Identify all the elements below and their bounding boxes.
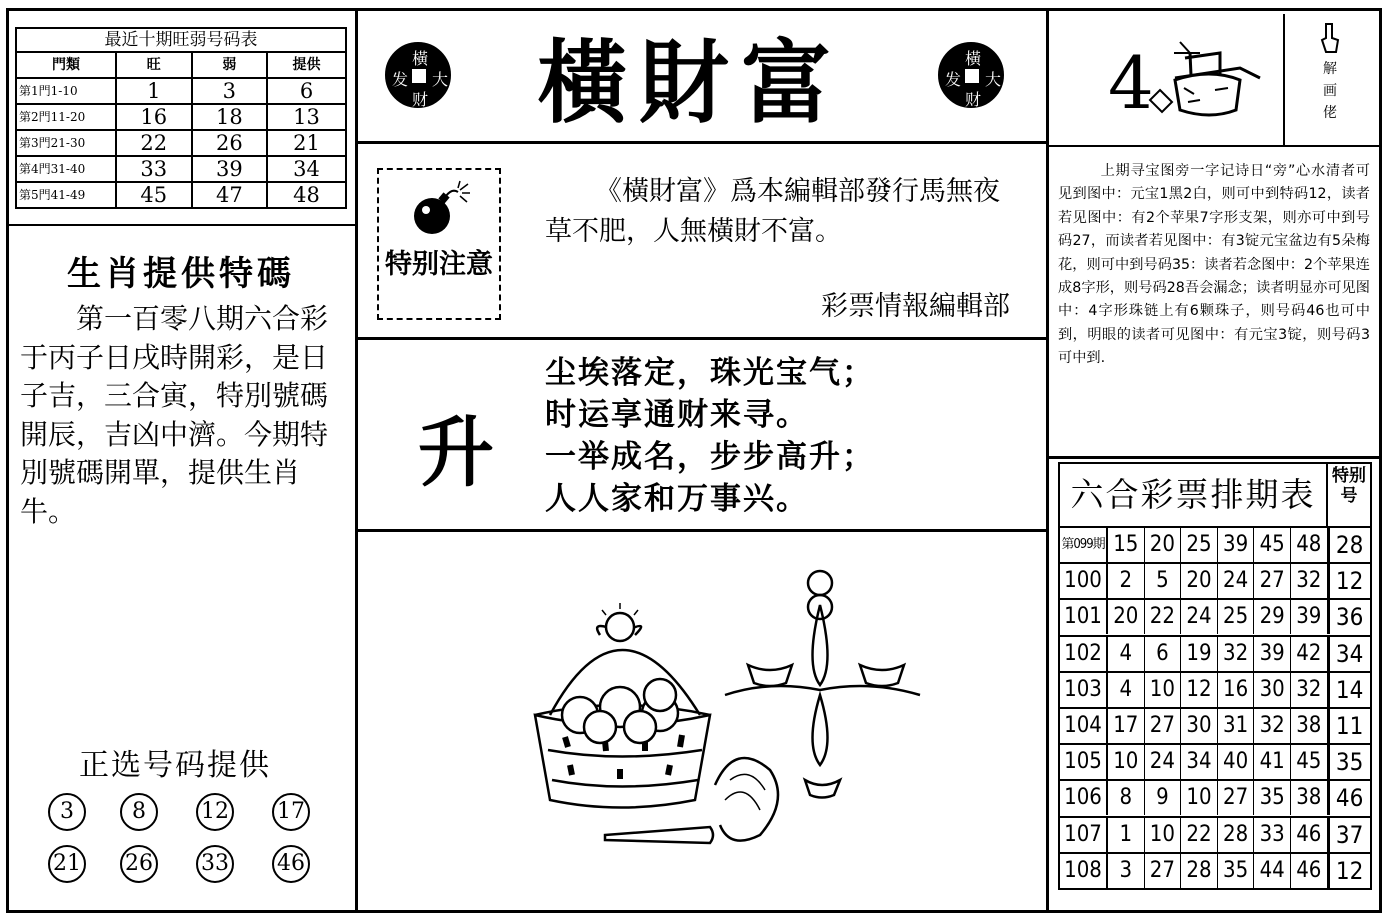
row-label: 第5門41-49 — [16, 182, 116, 208]
table-row — [1060, 818, 1370, 854]
table-cell: 13 — [267, 104, 346, 130]
table-cell: 3 — [192, 78, 268, 104]
coin-char: 财 — [965, 90, 982, 109]
col-header: 旺 — [116, 52, 192, 78]
number-cell: 27 — [1218, 781, 1255, 815]
table-cell: 39 — [192, 156, 268, 182]
number-cell: 24 — [1181, 600, 1218, 634]
table-caption: 最近十期旺弱号码表 — [16, 28, 346, 52]
special-cell: 14 — [1328, 673, 1370, 707]
table-row — [1060, 637, 1370, 673]
notice-box — [377, 168, 501, 320]
number-cell: 35 — [1254, 781, 1291, 815]
picks-title: 正选号码提供 — [79, 748, 271, 783]
table-row — [1060, 854, 1370, 890]
number-cell: 28 — [1181, 854, 1218, 888]
col-header: 弱 — [192, 52, 268, 78]
special-cell: 46 — [1328, 781, 1370, 815]
number-cell: 8 — [1108, 781, 1145, 815]
poem — [545, 352, 1025, 520]
period-cell: 103 — [1060, 673, 1108, 707]
coin-char: 橫 — [965, 49, 982, 68]
number-cell: 46 — [1291, 854, 1328, 888]
masthead-title: 橫財富 — [537, 30, 843, 136]
table-cell: 6 — [267, 78, 346, 104]
number-cell: 4 — [1108, 673, 1145, 707]
coin-char: 财 — [412, 90, 429, 109]
zodiac-body: 第一百零八期六合彩于丙子日戌時開彩，是日子吉，三合寅，特別號碼開辰，吉凶中濟。今期特別號碼開單，提供生肖牛。 — [20, 302, 329, 528]
side-char: 解 — [1323, 61, 1337, 77]
special-cell: 28 — [1328, 528, 1370, 562]
divider-poem — [358, 529, 1046, 532]
col-header: 提供 — [267, 52, 346, 78]
schedule-title: 六合彩票排期表 — [1060, 464, 1328, 528]
number-cell: 10 — [1145, 818, 1182, 852]
number-cell: 29 — [1254, 600, 1291, 634]
number-cell: 5 — [1145, 564, 1182, 598]
number-cell: 32 — [1291, 564, 1328, 598]
table-row — [16, 156, 346, 182]
period-cell: 105 — [1060, 745, 1108, 779]
number-cell: 28 — [1218, 818, 1255, 852]
schedule-table — [1058, 462, 1372, 890]
row-label: 第3門21-30 — [16, 130, 116, 156]
number-cell: 34 — [1181, 745, 1218, 779]
bomb-icon — [404, 180, 474, 240]
notice-text — [545, 172, 1023, 252]
special-cell: 12 — [1328, 564, 1370, 598]
side-char: 佬 — [1323, 105, 1337, 121]
number-cell: 24 — [1218, 564, 1255, 598]
side-char: 画 — [1323, 83, 1337, 99]
divider-left — [355, 10, 358, 910]
table-cell: 26 — [192, 130, 268, 156]
zodiac-title: 生肖提供特碼 — [67, 254, 295, 294]
poem-big-char: 升 — [418, 408, 494, 497]
number-cell: 40 — [1218, 745, 1255, 779]
pick-ball: 21 — [48, 845, 86, 883]
number-cell: 24 — [1145, 745, 1182, 779]
table-row — [1060, 709, 1370, 745]
special-cell: 37 — [1328, 818, 1370, 852]
coin-char: 橫 — [412, 49, 429, 68]
pick-ball: 46 — [272, 845, 310, 883]
table-cell: 45 — [116, 182, 192, 208]
number-cell: 15 — [1108, 528, 1145, 562]
number-cell: 41 — [1254, 745, 1291, 779]
row-label: 第4門31-40 — [16, 156, 116, 182]
number-cell: 27 — [1145, 854, 1182, 888]
pick-ball: 3 — [48, 793, 86, 831]
number-cell: 2 — [1108, 564, 1145, 598]
riddle-illustration — [1100, 28, 1270, 138]
number-cell: 39 — [1291, 600, 1328, 634]
notice-text-body: 《橫財富》爲本編輯部發行馬無夜草不肥，人無橫財不富。 — [545, 176, 1000, 247]
table-row — [16, 182, 346, 208]
table-cell: 1 — [116, 78, 192, 104]
period-cell: 102 — [1060, 637, 1108, 671]
pick-ball: 8 — [120, 793, 158, 831]
table-row — [1060, 745, 1370, 781]
pick-ball: 26 — [120, 845, 158, 883]
table-row — [16, 130, 346, 156]
number-cell: 19 — [1181, 637, 1218, 671]
period-cell: 106 — [1060, 781, 1108, 815]
coin-icon-right — [938, 42, 1004, 108]
pick-ball: 33 — [196, 845, 234, 883]
number-cell: 20 — [1181, 564, 1218, 598]
table-cell: 34 — [267, 156, 346, 182]
coin-char: 发 — [945, 70, 962, 89]
number-cell: 22 — [1145, 600, 1182, 634]
coin-icon-left — [385, 42, 451, 108]
number-cell: 48 — [1291, 528, 1328, 562]
period-cell: 108 — [1060, 854, 1108, 888]
col-header: 門類 — [16, 52, 116, 78]
number-cell: 32 — [1218, 637, 1255, 671]
number-cell: 25 — [1218, 600, 1255, 634]
number-cell: 30 — [1254, 673, 1291, 707]
number-cell: 6 — [1145, 637, 1182, 671]
table-row — [1060, 673, 1370, 709]
number-cell: 30 — [1181, 709, 1218, 743]
table-row — [16, 78, 346, 104]
divider-mast — [358, 141, 1046, 144]
number-cell: 16 — [1218, 673, 1255, 707]
number-cell: 27 — [1254, 564, 1291, 598]
poem-line: 尘埃落定，珠光宝气； — [545, 355, 875, 391]
riddle-side-label — [1318, 61, 1342, 124]
table-cell: 33 — [116, 156, 192, 182]
number-cell: 10 — [1181, 781, 1218, 815]
number-cell: 39 — [1254, 637, 1291, 671]
coin-char: 发 — [392, 70, 409, 89]
notice-signature: 彩票情報編輯部 — [821, 291, 1010, 322]
table-row — [16, 104, 346, 130]
table-row — [1060, 564, 1370, 600]
coin-char: 大 — [985, 70, 1002, 89]
number-cell: 9 — [1145, 781, 1182, 815]
table-cell: 22 — [116, 130, 192, 156]
number-cell: 25 — [1181, 528, 1218, 562]
number-cell: 12 — [1181, 673, 1218, 707]
period-cell: 104 — [1060, 709, 1108, 743]
riddle-text: 上期寻宝图旁一字记诗日“旁”心水清者可见到图中：元宝1黑2白，则可中到特码12，读者若见图中：有2个苹果7字形支架，则亦可中到号码27，而读者若见图中：有3锭元宝盆边有5朵梅花，则可中到号码35：读者若念图中：2个苹果连成8字形，则号码28吾会漏念；读者明显亦可见图中：4字形珠链上有6颗珠子，则号码46也可中到，明眼的读者可见图中：有元宝3锭，则号码3可中到. — [1058, 163, 1370, 367]
number-cell: 32 — [1291, 673, 1328, 707]
number-cell: 22 — [1181, 818, 1218, 852]
table-cell: 48 — [267, 182, 346, 208]
number-cell: 38 — [1291, 781, 1328, 815]
table-row — [1060, 600, 1370, 636]
table-cell: 18 — [192, 104, 268, 130]
divider-riddle — [1049, 145, 1379, 147]
row-label: 第1門1-10 — [16, 78, 116, 104]
number-cell: 46 — [1291, 818, 1328, 852]
special-cell: 11 — [1328, 709, 1370, 743]
number-cell: 45 — [1291, 745, 1328, 779]
number-cell: 31 — [1218, 709, 1255, 743]
divider-left-table — [6, 224, 355, 226]
row-label: 第2門11-20 — [16, 104, 116, 130]
table-cell: 21 — [267, 130, 346, 156]
treasure-illustration — [520, 565, 940, 855]
riddle-digit: 4 — [1108, 41, 1154, 125]
special-cell: 12 — [1328, 854, 1370, 888]
number-cell: 17 — [1108, 709, 1145, 743]
hot-cold-table — [15, 27, 347, 209]
number-cell: 38 — [1291, 709, 1328, 743]
poem-line: 一举成名，步步高升； — [545, 439, 875, 475]
divider-notice — [358, 337, 1046, 340]
number-cell: 10 — [1145, 673, 1182, 707]
special-cell: 34 — [1328, 637, 1370, 671]
number-cell: 3 — [1108, 854, 1145, 888]
number-cell: 33 — [1254, 818, 1291, 852]
divider-schedule — [1049, 456, 1379, 459]
table-row — [1060, 781, 1370, 817]
period-cell: 100 — [1060, 564, 1108, 598]
special-header: 特别号 — [1328, 464, 1370, 528]
divider-riddle-side — [1283, 14, 1285, 145]
number-cell: 45 — [1254, 528, 1291, 562]
hand-pointer-icon — [1318, 22, 1342, 54]
period-cell: 107 — [1060, 818, 1108, 852]
poem-line: 时运享通财来寻。 — [545, 397, 809, 433]
special-cell: 35 — [1328, 745, 1370, 779]
coin-char: 大 — [432, 70, 449, 89]
number-cell: 32 — [1254, 709, 1291, 743]
pick-ball: 17 — [272, 793, 310, 831]
poem-line: 人人家和万事兴。 — [545, 481, 809, 517]
notice-label: 特别注意 — [385, 249, 493, 280]
number-cell: 10 — [1108, 745, 1145, 779]
table-row — [1060, 528, 1370, 564]
number-cell: 35 — [1218, 854, 1255, 888]
period-cell: 第099期 — [1060, 528, 1108, 562]
special-cell: 36 — [1328, 600, 1370, 634]
number-cell: 27 — [1145, 709, 1182, 743]
number-cell: 20 — [1108, 600, 1145, 634]
number-cell: 39 — [1218, 528, 1255, 562]
number-cell: 20 — [1145, 528, 1182, 562]
table-cell: 47 — [192, 182, 268, 208]
number-cell: 42 — [1291, 637, 1328, 671]
table-cell: 16 — [116, 104, 192, 130]
period-cell: 101 — [1060, 600, 1108, 634]
number-cell: 4 — [1108, 637, 1145, 671]
number-cell: 1 — [1108, 818, 1145, 852]
pick-ball: 12 — [196, 793, 234, 831]
number-cell: 44 — [1254, 854, 1291, 888]
